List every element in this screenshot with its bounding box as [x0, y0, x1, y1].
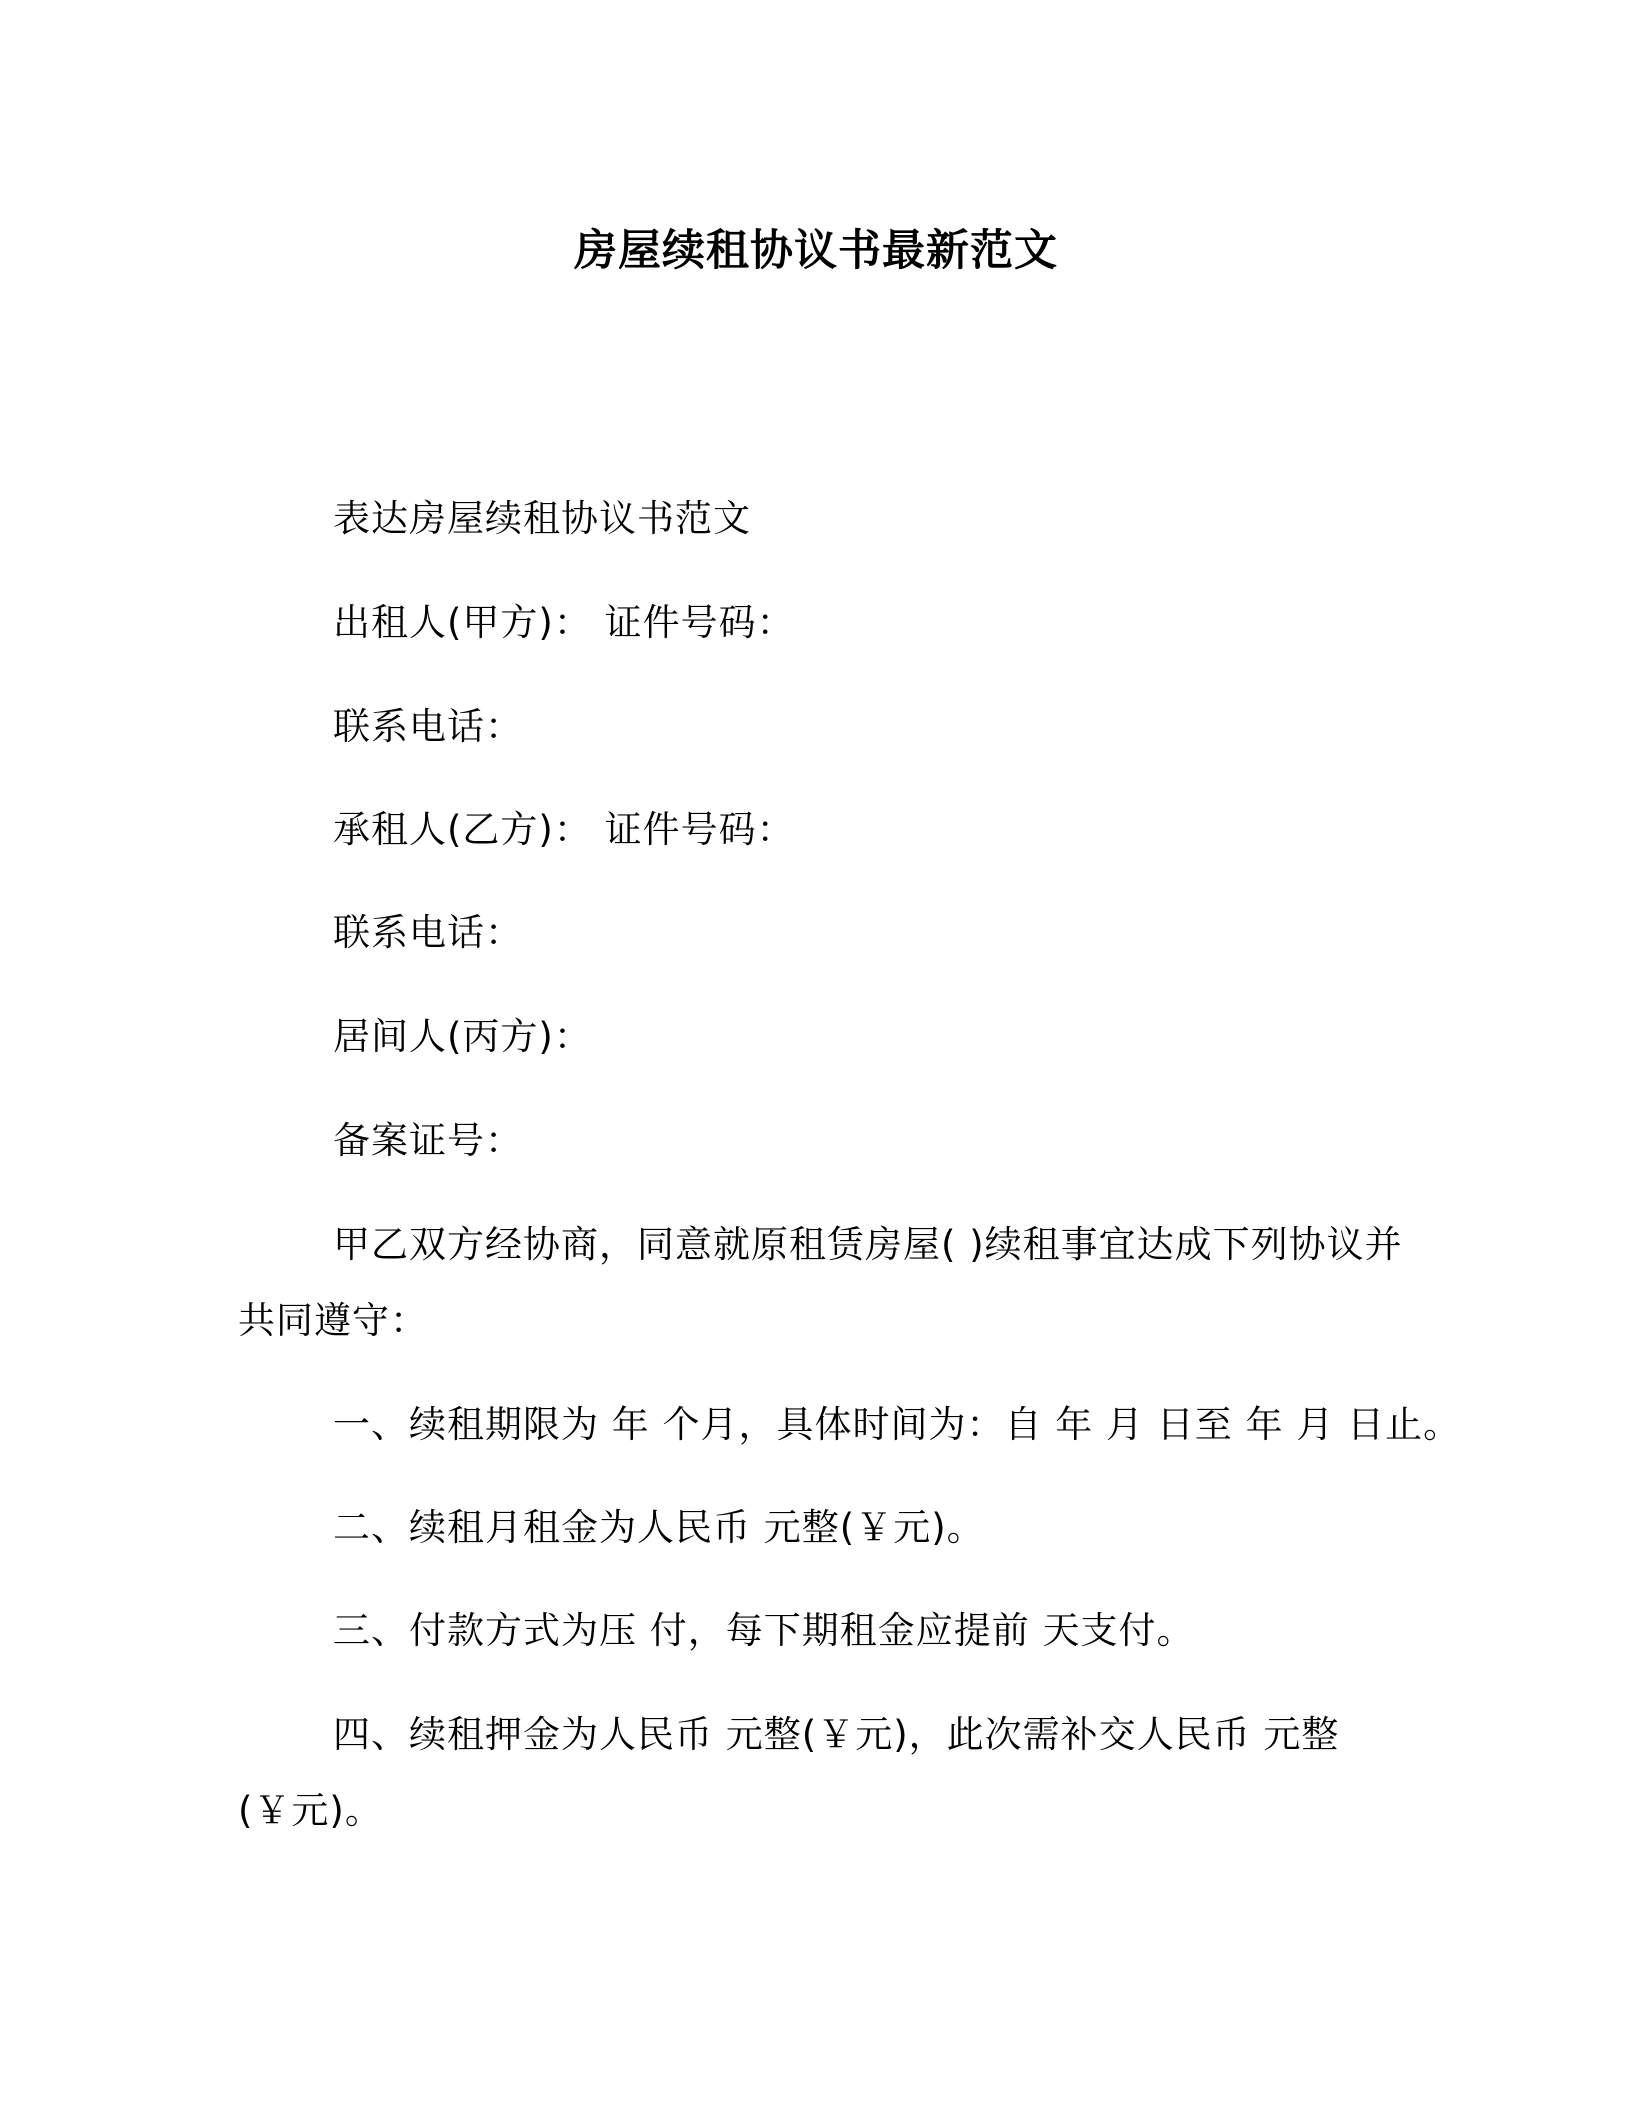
lessor-line: 出租人(甲方)： 证件号码： [333, 601, 795, 644]
intermediary-line: 居间人(丙方)： [333, 1015, 592, 1058]
intro-paragraph-line-1: 甲乙双方经协商，同意就原租赁房屋( )续租事宜达成下列协议并 [333, 1223, 1403, 1266]
lessee-line: 承租人(乙方)： 证件号码： [333, 808, 795, 851]
clause-4-line-1: 四、续租押金为人民币 元整(￥元)，此次需补交人民币 元整 [333, 1713, 1340, 1756]
clause-2: 二、续租月租金为人民币 元整(￥元)。 [333, 1506, 985, 1549]
lessee-phone-line: 联系电话： [333, 911, 523, 954]
clause-3: 三、付款方式为压 付，每下期租金应提前 天支付。 [333, 1609, 1195, 1652]
lessor-phone-line: 联系电话： [333, 705, 523, 748]
clause-1: 一、续租期限为 年 个月，具体时间为：自 年 月 日至 年 月 日止。 [333, 1403, 1462, 1446]
filing-number-line: 备案证号： [333, 1119, 523, 1162]
document-subtitle: 表达房屋续租协议书范文 [333, 497, 751, 540]
clause-4-line-2: (￥元)。 [238, 1789, 383, 1832]
document-title: 房屋续租协议书最新范文 [574, 226, 1058, 276]
intro-paragraph-line-2: 共同遵守： [238, 1299, 428, 1342]
